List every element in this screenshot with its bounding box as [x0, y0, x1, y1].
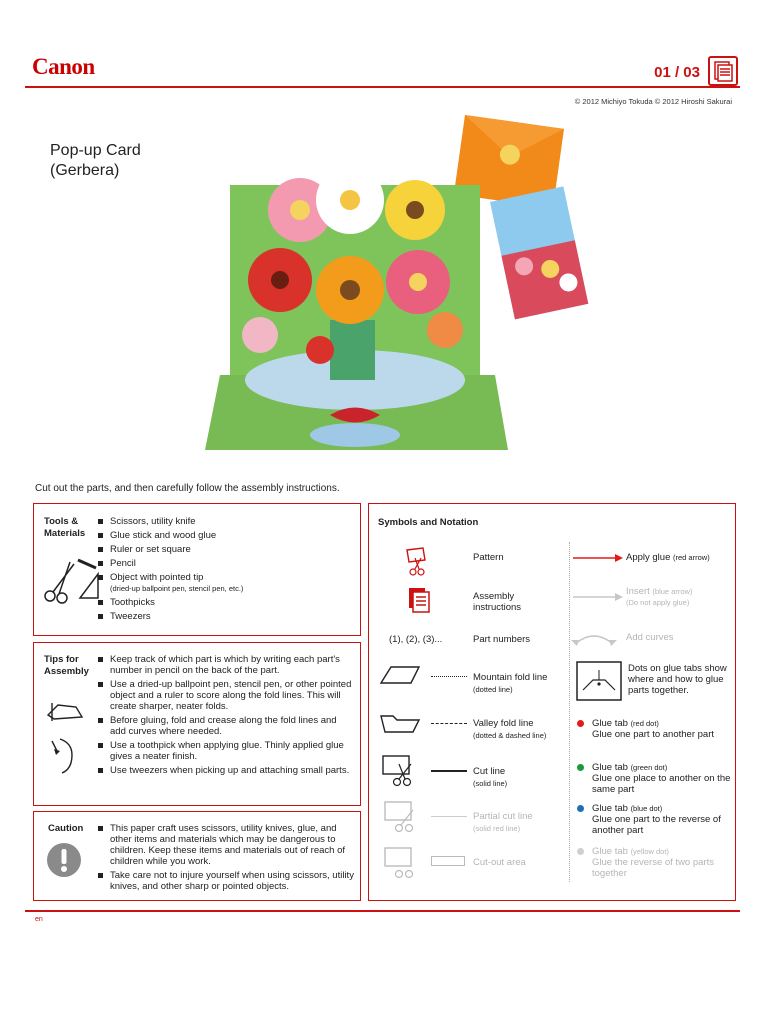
footer-divider — [25, 910, 740, 912]
blue-tab-note: (blue dot) — [630, 804, 663, 813]
yellow-dot-icon — [577, 848, 584, 855]
cut-out-icon — [383, 844, 423, 885]
mountain-fold-line — [431, 676, 467, 677]
green-dot-icon — [577, 764, 584, 771]
tips-title: Tips for Assembly — [44, 654, 89, 677]
cut-line-label: Cut line — [473, 766, 506, 777]
list-item — [96, 572, 346, 594]
add-curves-label: Add curves — [626, 632, 674, 643]
partial-cut-sample — [431, 816, 467, 817]
list-item-label: Object with pointed tip — [110, 572, 204, 583]
list-item: Take care not to injure yourself when using scissors, utility knives, and other sharp or pointed objects. — [96, 870, 354, 892]
red-tab-label — [592, 718, 732, 740]
red-tab-note: (red dot) — [630, 719, 659, 728]
valley-fold-line — [431, 723, 467, 724]
warning-icon — [46, 842, 82, 883]
tools-icon — [40, 554, 100, 611]
blue-tab-text: Glue tab — [592, 803, 628, 814]
symbols-title: Symbols and Notation — [378, 517, 479, 528]
toothpick-hand-icon — [48, 735, 84, 780]
page-title — [50, 141, 141, 181]
blue-tab-label — [592, 803, 732, 836]
partial-cut-note: (solid red line) — [473, 824, 521, 833]
assembly-label: Assembly instructions — [473, 591, 522, 613]
tips-list — [96, 654, 354, 779]
tools-list — [96, 516, 346, 625]
list-item: Before gluing, fold and crease along the fold lines and add curves where needed. — [96, 715, 354, 737]
curve-arrow-icon — [569, 628, 619, 648]
scoring-hand-icon — [46, 699, 86, 728]
caution-panel — [33, 811, 361, 901]
insert-note: (blue arrow) — [652, 587, 693, 596]
intro-text: Cut out the parts, and then carefully follow the assembly instructions. — [35, 483, 340, 494]
list-item: Ruler or set square — [96, 544, 346, 555]
list-item: Toothpicks — [96, 597, 346, 608]
valley-fold-label: Valley fold line — [473, 718, 534, 729]
yellow-tab-label — [592, 846, 732, 879]
glue-dots-diagram-icon — [575, 660, 623, 702]
part-numbers-sample: (1), (2), (3)... — [389, 634, 443, 645]
list-item: Pencil — [96, 558, 346, 569]
cut-line-sample — [431, 770, 467, 772]
apply-glue-label — [626, 552, 710, 563]
green-tab-text: Glue tab — [592, 762, 628, 773]
caution-list — [96, 823, 354, 895]
caution-title: Caution — [48, 823, 84, 834]
copyright-notice: © 2012 Michiyo Tokuda © 2012 Hiroshi Sakurai — [574, 97, 732, 106]
mountain-fold-note: (dotted line) — [473, 685, 513, 694]
insert-note-2: (Do not apply glue) — [626, 598, 690, 607]
partial-cut-label: Partial cut line — [473, 811, 533, 822]
tips-panel — [33, 642, 361, 806]
list-item: Keep track of which part is which by writing each part's number in pencil on the back of the part. — [96, 654, 354, 676]
symbols-panel — [368, 503, 736, 901]
document-icon[interactable] — [708, 56, 738, 86]
list-item: This paper craft uses scissors, utility knives, glue, and other items and materials which may be dangerous to children. Keep these items and materials out of reach of children while you work. — [96, 823, 354, 867]
mountain-fold-label: Mountain fold line — [473, 672, 548, 683]
blue-tab-desc: Glue one part to the reverse of another part — [592, 814, 721, 836]
language-code: en — [35, 916, 43, 923]
list-item: Use a dried-up ballpoint pen, stencil pen, or other pointed object and a ruler to score along the fold lines. This will create sharper, neater folds. — [96, 679, 354, 712]
cut-out-label: Cut-out area — [473, 857, 526, 868]
list-item: Scissors, utility knife — [96, 516, 346, 527]
valley-fold-icon — [379, 712, 421, 739]
pattern-icon — [405, 546, 433, 581]
green-tab-desc: Glue one place to another on the same part — [592, 773, 731, 795]
green-tab-note: (green dot) — [630, 763, 668, 772]
red-tab-text: Glue tab — [592, 718, 628, 729]
tools-panel — [33, 503, 361, 636]
valley-fold-note: (dotted & dashed line) — [473, 731, 547, 740]
list-item: Tweezers — [96, 611, 346, 622]
cut-line-icon — [381, 752, 421, 793]
mountain-fold-icon — [379, 665, 421, 690]
partial-cut-icon — [383, 798, 423, 839]
canon-logo: Canon — [32, 54, 95, 79]
insert-text: Insert — [626, 586, 650, 597]
assembly-icon — [407, 586, 433, 619]
blue-arrow-icon — [571, 591, 623, 603]
red-tab-desc: Glue one part to another part — [592, 729, 714, 740]
blue-dot-icon — [577, 805, 584, 812]
page-number: 01 / 03 — [654, 64, 700, 81]
yellow-tab-text: Glue tab — [592, 846, 628, 857]
list-item-note: (dried-up ballpoint pen, stencil pen, etc.) — [110, 584, 244, 593]
list-item: Use a toothpick when applying glue. Thinly applied glue gives a neater finish. — [96, 740, 354, 762]
glue-dots-explanation: Dots on glue tabs show where and how to glue parts together. — [628, 663, 727, 696]
red-dot-icon — [577, 720, 584, 727]
part-numbers-label: Part numbers — [473, 634, 531, 645]
title-line-1: Pop-up Card — [50, 142, 141, 159]
apply-glue-note: (red arrow) — [673, 553, 710, 562]
cut-line-note: (solid line) — [473, 779, 508, 788]
pattern-label: Pattern — [473, 552, 504, 563]
apply-glue-text: Apply glue — [626, 552, 671, 563]
list-item: Use tweezers when picking up and attaching small parts. — [96, 765, 354, 776]
red-arrow-icon — [571, 552, 623, 564]
tools-title: Tools & Materials — [44, 516, 86, 539]
cut-out-sample — [431, 856, 465, 866]
yellow-tab-desc: Glue the reverse of two parts together — [592, 857, 714, 879]
list-item: Glue stick and wood glue — [96, 530, 346, 541]
insert-label — [626, 586, 692, 597]
product-illustration — [190, 110, 750, 480]
yellow-tab-note: (yellow dot) — [630, 847, 669, 856]
header-divider — [25, 86, 740, 88]
title-line-2: (Gerbera) — [50, 162, 120, 179]
green-tab-label — [592, 762, 732, 795]
